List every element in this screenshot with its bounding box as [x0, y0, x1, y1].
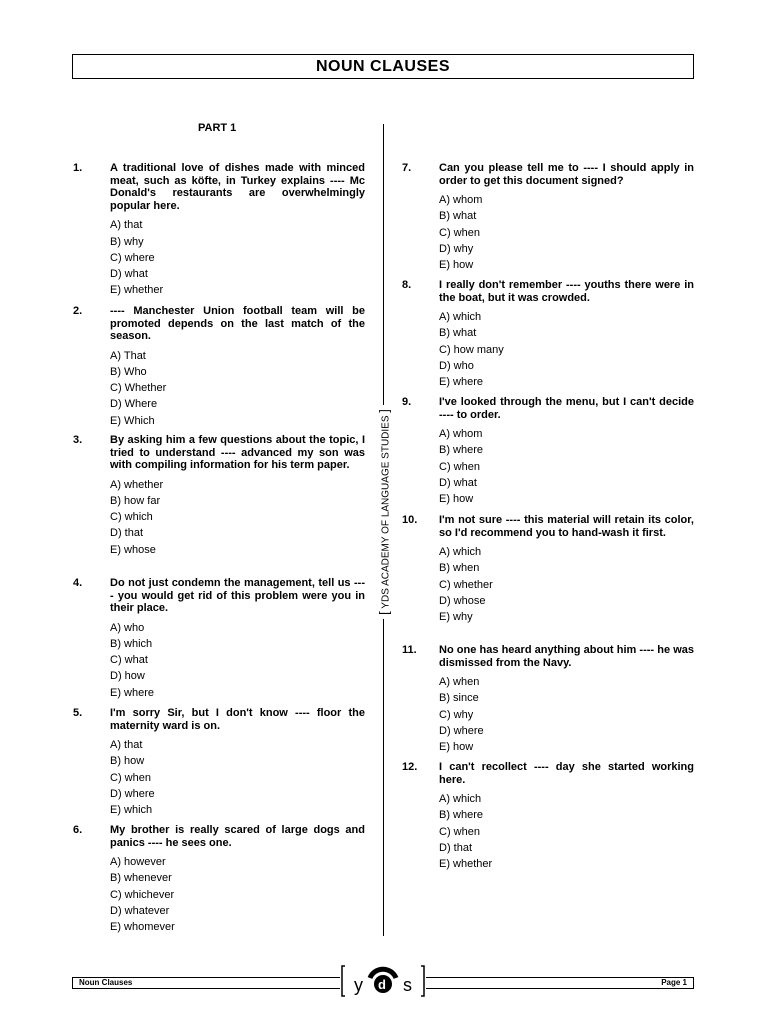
option-c: C) whichever: [110, 888, 175, 901]
question-number: 5.: [73, 707, 83, 719]
option-c: C) when: [439, 460, 480, 473]
option-a: A) however: [110, 856, 166, 869]
question-stem: I'm sorry Sir, but I don't know ---- floor the maternity ward is on.: [110, 707, 365, 732]
question-9: [402, 396, 694, 507]
logo-letter-y: y: [354, 975, 363, 995]
question-4: [73, 577, 365, 701]
option-c: C) Whether: [110, 382, 167, 395]
option-e: E) where: [439, 375, 484, 388]
option-d: D) how: [110, 670, 145, 683]
option-a: A) That: [110, 349, 146, 362]
option-e: E) Which: [110, 414, 155, 427]
question-12: [402, 761, 694, 872]
question-number: 11.: [402, 644, 417, 656]
option-b: B) what: [439, 210, 477, 223]
option-a: A) which: [439, 311, 482, 324]
option-b: B) Who: [110, 365, 147, 378]
page-title: NOUN CLAUSES: [72, 54, 694, 79]
question-1: [73, 162, 365, 298]
side-watermark: [ YDS ACADEMY OF LANGUAGE STUDIES ]: [377, 405, 392, 619]
option-c: C) how many: [439, 343, 504, 356]
option-e: E) why: [439, 610, 473, 623]
option-a: A) whom: [439, 194, 483, 207]
option-d: D) where: [439, 724, 484, 737]
question-number: 9.: [402, 396, 412, 408]
option-a: A) which: [439, 546, 482, 559]
option-b: B) since: [439, 692, 479, 705]
option-a: A) whom: [439, 428, 483, 441]
yds-logo: [340, 962, 426, 1000]
question-number: 6.: [73, 824, 83, 836]
option-e: E) how: [439, 492, 474, 505]
option-d: D) whose: [439, 594, 486, 607]
option-b: B) why: [110, 235, 144, 248]
question-number: 3.: [73, 434, 83, 446]
footer-page-number: Page 1: [422, 977, 694, 989]
option-b: B) when: [439, 562, 480, 575]
option-e: E) whose: [110, 543, 156, 556]
question-number: 2.: [73, 305, 83, 317]
option-a: A) whether: [110, 478, 164, 491]
option-d: D) that: [110, 527, 144, 540]
option-e: E) how: [439, 258, 474, 271]
question-number: 7.: [402, 162, 412, 174]
question-stem: I've looked through the menu, but I can't decide ---- to order.: [439, 396, 694, 421]
option-c: C) when: [439, 825, 480, 838]
question-number: 12.: [402, 761, 418, 773]
option-a: A) which: [439, 793, 482, 806]
question-7: [402, 162, 694, 273]
logo-letter-d: d: [378, 977, 386, 992]
question-8: [402, 279, 694, 390]
option-c: C) why: [439, 708, 474, 721]
question-2: [73, 305, 365, 429]
question-stem: I can't recollect ---- day she started working here.: [439, 761, 694, 786]
option-d: D) what: [110, 267, 148, 280]
option-c: C) when: [439, 226, 480, 239]
question-11: [402, 644, 694, 755]
option-e: E) whether: [110, 284, 164, 297]
question-6: [73, 824, 365, 935]
option-c: C) where: [110, 251, 155, 264]
option-a: A) when: [439, 676, 480, 689]
option-d: D) what: [439, 476, 477, 489]
option-e: E) whomever: [110, 920, 175, 933]
option-d: D) why: [439, 242, 474, 255]
option-e: E) where: [110, 686, 155, 699]
question-stem: I really don't remember ---- youths there were in the boat, but it was crowded.: [439, 279, 694, 304]
question-stem: Do not just condemn the management, tell us ---- you would get rid of this problem were you in their place.: [110, 577, 365, 615]
option-d: D) Where: [110, 398, 158, 411]
question-stem: By asking him a few questions about the topic, I tried to understand ---- advanced my son was with compiling information for his term paper.: [110, 434, 365, 472]
option-e: E) which: [110, 803, 153, 816]
question-number: 4.: [73, 577, 83, 589]
option-e: E) whether: [439, 857, 493, 870]
footer-title: Noun Clauses: [72, 977, 344, 989]
question-stem: Can you please tell me to ---- I should apply in order to get this document signed?: [439, 162, 694, 187]
option-c: C) when: [110, 771, 151, 784]
option-b: B) what: [439, 327, 477, 340]
option-c: C) what: [110, 654, 148, 667]
option-d: D) that: [439, 841, 473, 854]
part-heading: PART 1: [198, 122, 237, 134]
logo-letter-s: s: [403, 975, 412, 995]
question-number: 8.: [402, 279, 412, 291]
question-stem: No one has heard anything about him ---- he was dismissed from the Navy.: [439, 644, 694, 669]
option-c: C) which: [110, 511, 153, 524]
question-stem: A traditional love of dishes made with minced meat, such as köfte, in Turkey explains ---- Mc Donald's restaurants are overwhelmingly popular here.: [110, 162, 365, 212]
option-a: A) who: [110, 621, 145, 634]
option-b: B) which: [110, 637, 153, 650]
question-number: 1.: [73, 162, 83, 174]
question-stem: My brother is really scared of large dogs and panics ---- he sees one.: [110, 824, 365, 849]
option-b: B) how far: [110, 494, 161, 507]
question-5: [73, 707, 365, 818]
option-d: D) who: [439, 359, 474, 372]
option-b: B) where: [439, 444, 484, 457]
option-d: D) whatever: [110, 904, 170, 917]
question-number: 10.: [402, 514, 418, 526]
option-a: A) that: [110, 739, 143, 752]
option-a: A) that: [110, 219, 143, 232]
question-10: [402, 514, 694, 625]
option-b: B) how: [110, 755, 145, 768]
option-c: C) whether: [439, 578, 493, 591]
option-b: B) whenever: [110, 872, 172, 885]
question-3: [73, 434, 365, 558]
option-d: D) where: [110, 787, 155, 800]
question-stem: I'm not sure ---- this material will retain its color, so I'd recommend you to hand-wash it first.: [439, 514, 694, 539]
option-e: E) how: [439, 740, 474, 753]
question-stem: ---- Manchester Union football team will be promoted depends on the last match of the season.: [110, 305, 365, 343]
option-b: B) where: [439, 809, 484, 822]
